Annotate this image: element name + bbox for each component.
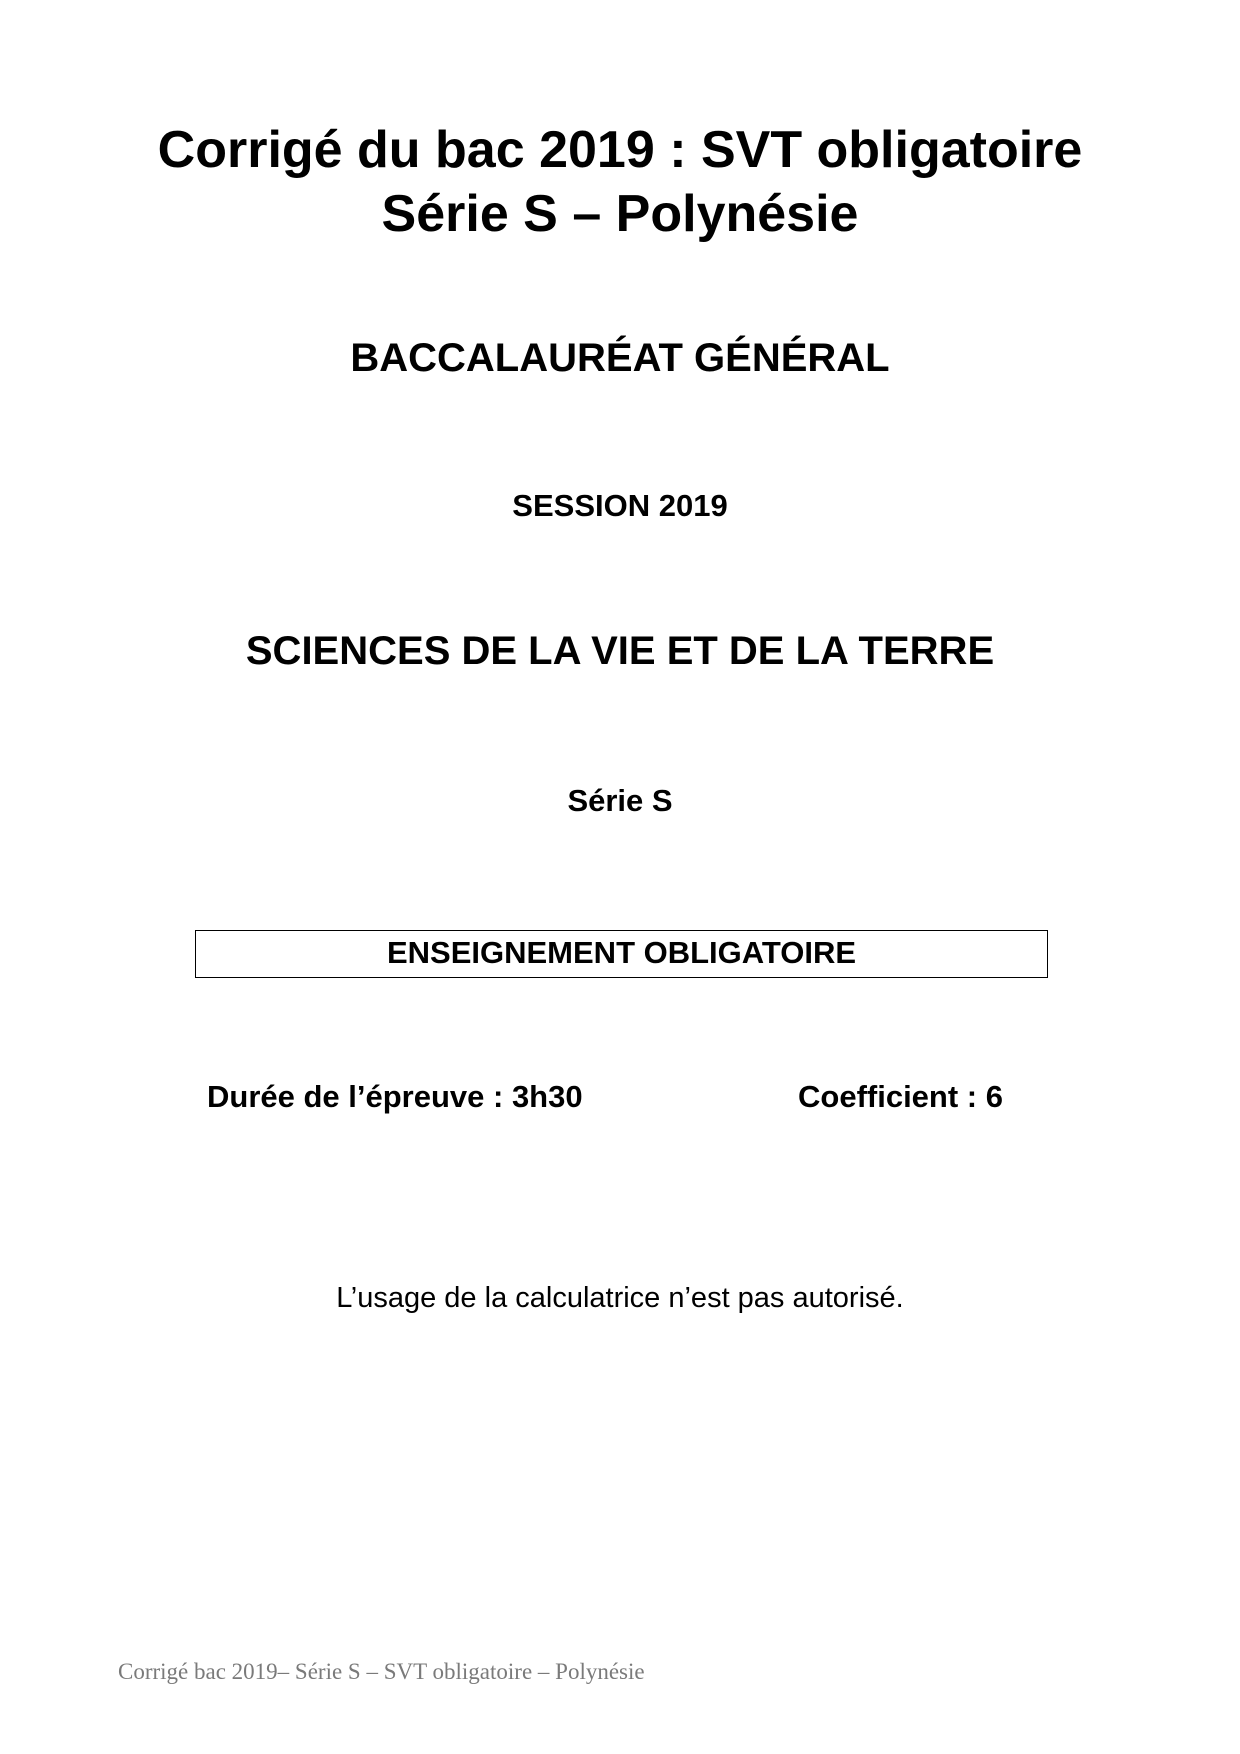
exam-duration: Durée de l’épreuve : 3h30: [207, 1079, 583, 1114]
page-title-line-2: Série S – Polynésie: [381, 185, 859, 243]
session-heading: SESSION 2019: [512, 488, 728, 523]
teaching-type-box: ENSEIGNEMENT OBLIGATOIRE: [195, 930, 1048, 978]
exam-coefficient: Coefficient : 6: [798, 1079, 1003, 1114]
diploma-heading: BACCALAURÉAT GÉNÉRAL: [350, 336, 890, 380]
series-heading: Série S: [567, 783, 673, 818]
page-title-line-1: Corrigé du bac 2019 : SVT obligatoire: [157, 121, 1083, 179]
subject-heading: SCIENCES DE LA VIE ET DE LA TERRE: [245, 629, 995, 673]
calculator-notice: L’usage de la calculatrice n’est pas autorisé.: [336, 1282, 904, 1314]
page-footer: Corrigé bac 2019– Série S – SVT obligatoire – Polynésie: [118, 1659, 645, 1684]
